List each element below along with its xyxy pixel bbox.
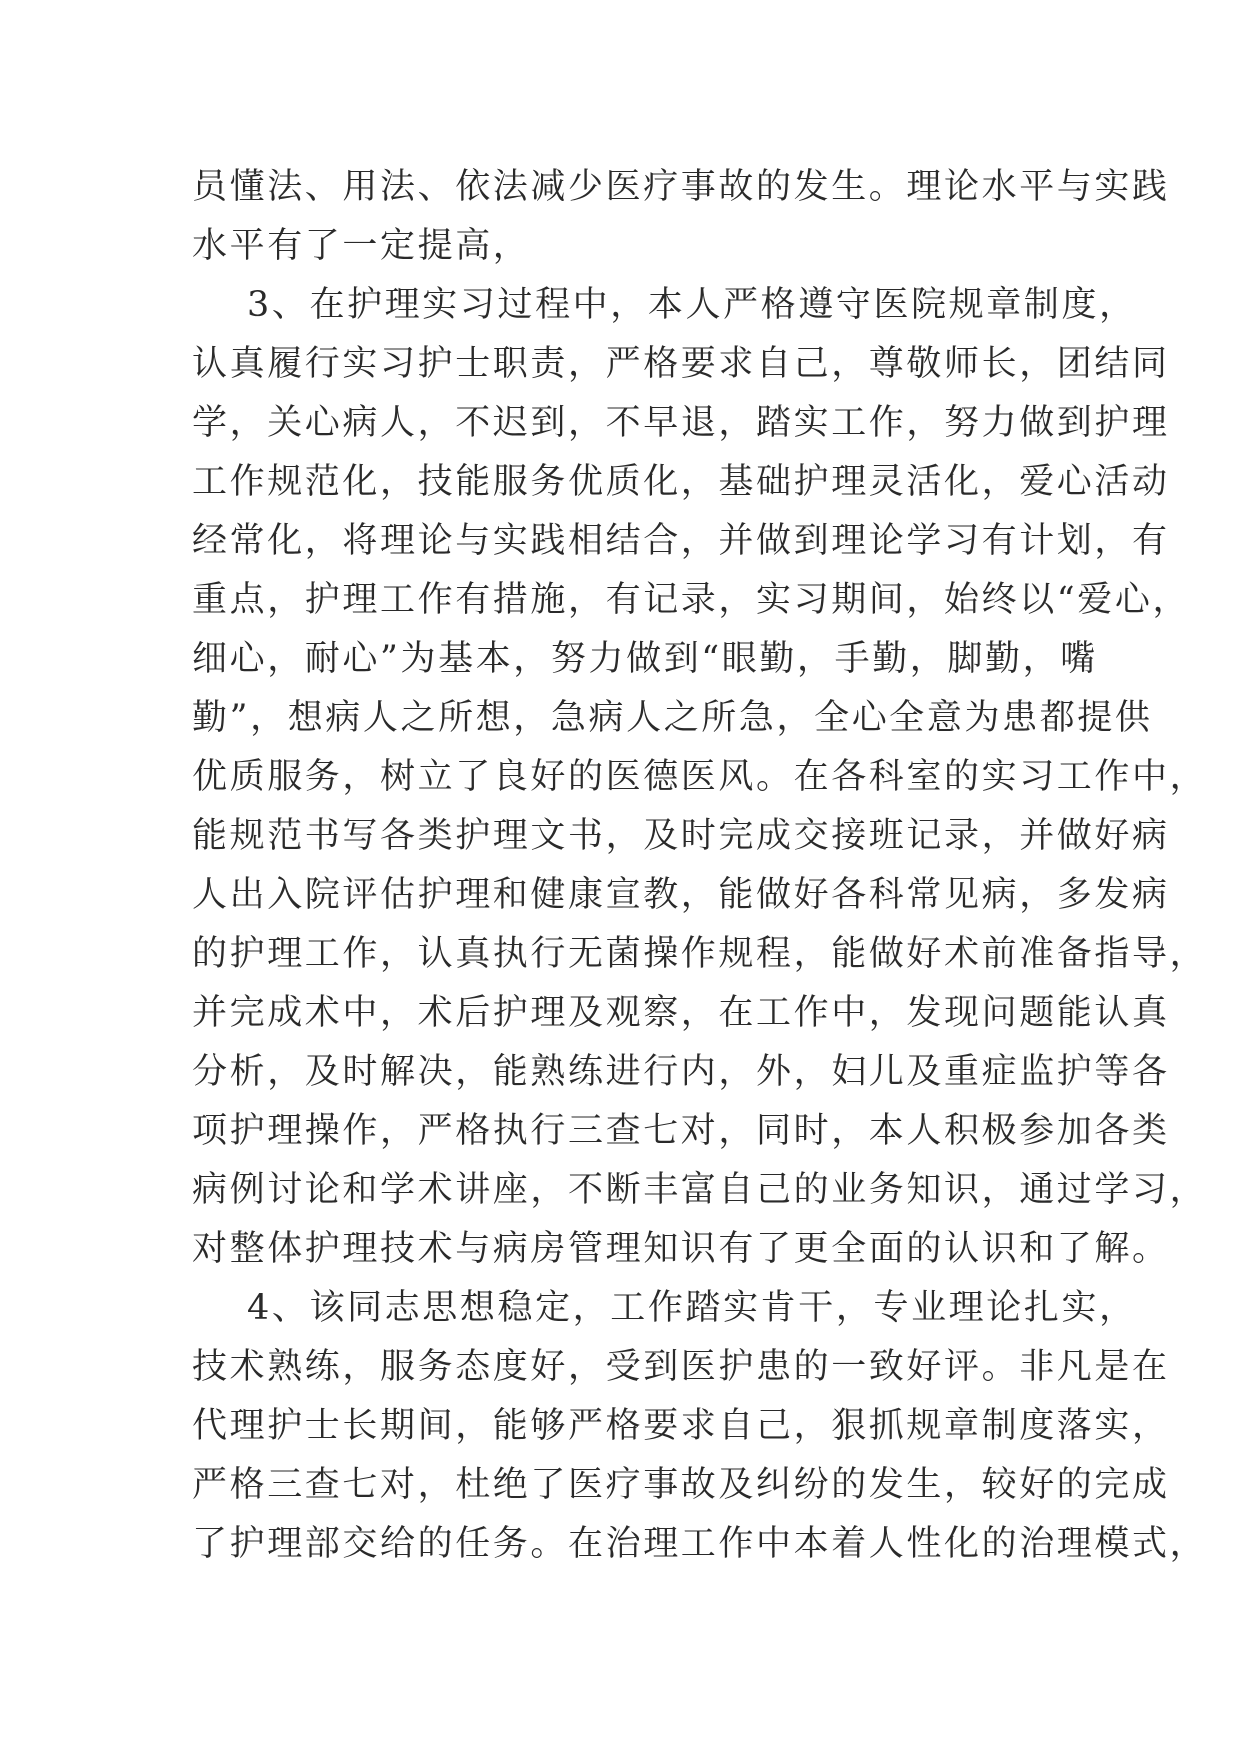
text-line: 代理护士长期间，能够严格要求自己，狠抓规章制度落实， bbox=[192, 1406, 1170, 1446]
text-line: 分析，及时解决，能熟练进行内，外，妇儿及重症监护等各 bbox=[192, 1052, 1170, 1092]
text-line: 技术熟练，服务态度好，受到医护患的一致好评。非凡是在 bbox=[192, 1347, 1170, 1387]
text-line: 细心，耐心”为基本，努力做到“眼勤，手勤，脚勤，嘴 bbox=[192, 639, 1098, 679]
text-line: 经常化，将理论与实践相结合，并做到理论学习有计划，有 bbox=[192, 521, 1170, 561]
text-line: 优质服务，树立了良好的医德医风。在各科室的实习工作中， bbox=[192, 757, 1208, 797]
text-line: 水平有了一定提高， bbox=[192, 226, 531, 266]
text-line: 病例讨论和学术讲座，不断丰富自己的业务知识，通过学习， bbox=[192, 1170, 1208, 1210]
text-line: 认真履行实习护士职责，严格要求自己，尊敬师长，团结同 bbox=[192, 344, 1170, 384]
text-line: 人出入院评估护理和健康宣教，能做好各科常见病，多发病 bbox=[192, 875, 1170, 915]
text-line: 项护理操作，严格执行三查七对，同时，本人积极参加各类 bbox=[192, 1111, 1170, 1151]
text-line: 严格三查七对，杜绝了医疗事故及纠纷的发生，较好的完成 bbox=[192, 1465, 1170, 1505]
text-line: 并完成术中，术后护理及观察，在工作中，发现问题能认真 bbox=[192, 993, 1170, 1033]
paragraph-3-first-line: 3、在护理实习过程中，本人严格遵守医院规章制度， bbox=[247, 285, 1137, 325]
text-line: 学，关心病人，不迟到，不早退，踏实工作，努力做到护理 bbox=[192, 403, 1170, 443]
text-line: 重点，护理工作有措施，有记录，实习期间，始终以“爱心， bbox=[192, 580, 1191, 620]
document-body bbox=[192, 158, 1208, 1574]
text-line: 勤”，想病人之所想，急病人之所急，全心全意为患都提供 bbox=[192, 698, 1153, 738]
paragraph-4-first-line: 4、该同志思想稳定，工作踏实肯干，专业理论扎实， bbox=[247, 1288, 1137, 1328]
text-line: 工作规范化，技能服务优质化，基础护理灵活化，爱心活动 bbox=[192, 462, 1170, 502]
text-line: 员懂法、用法、依法减少医疗事故的发生。理论水平与实践 bbox=[192, 167, 1170, 207]
text-line: 对整体护理技术与病房管理知识有了更全面的认识和了解。 bbox=[192, 1229, 1170, 1269]
text-line: 了护理部交给的任务。在治理工作中本着人性化的治理模式， bbox=[192, 1524, 1208, 1564]
text-line: 能规范书写各类护理文书，及时完成交接班记录，并做好病 bbox=[192, 816, 1170, 856]
text-line: 的护理工作，认真执行无菌操作规程，能做好术前准备指导， bbox=[192, 934, 1208, 974]
